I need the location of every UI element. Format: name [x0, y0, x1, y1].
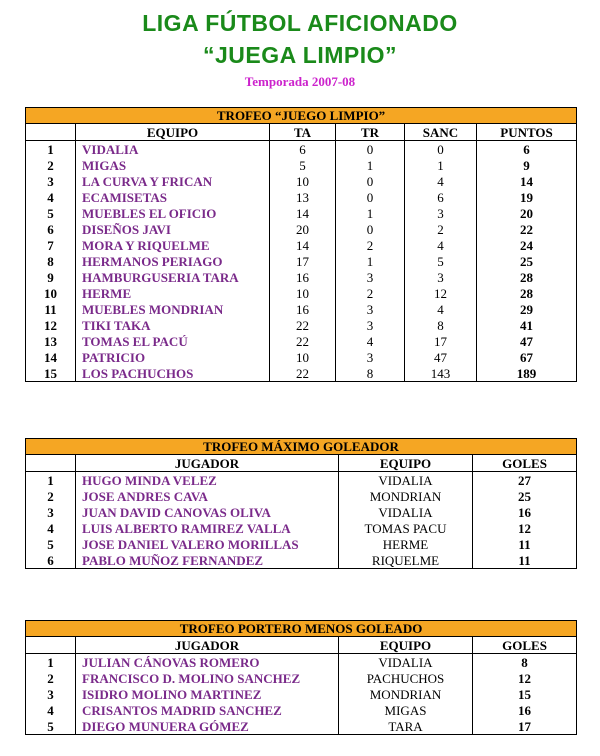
yellow-cards: 22 — [270, 365, 336, 382]
team-name: DISEÑOS JAVI — [76, 221, 270, 237]
yellow-cards: 6 — [270, 141, 336, 158]
team-name: PACHUCHOS — [339, 670, 473, 686]
table-row — [26, 269, 577, 285]
table-row — [26, 654, 577, 671]
team-name: MIGAS — [339, 702, 473, 718]
points: 9 — [477, 157, 577, 173]
red-cards: 1 — [336, 253, 405, 269]
row-position: 2 — [47, 157, 54, 173]
table-row — [26, 686, 577, 702]
table-row — [26, 253, 577, 269]
team-name: TIKI TAKA — [76, 317, 270, 333]
points: 6 — [477, 141, 577, 158]
team-name: MORA Y RIQUELME — [76, 237, 270, 253]
col-player: JUGADOR — [76, 637, 339, 654]
team-name: TARA — [339, 718, 473, 735]
goals: 16 — [473, 504, 577, 520]
team-name: MUEBLES EL OFICIO — [76, 205, 270, 221]
row-position: 3 — [47, 504, 54, 520]
player-name: DIEGO MUNUERA GÓMEZ — [76, 718, 339, 735]
goals: 12 — [473, 520, 577, 536]
sanctions: 4 — [405, 301, 477, 317]
row-position: 9 — [47, 269, 54, 285]
sanctions: 4 — [405, 173, 477, 189]
sanctions: 0 — [405, 141, 477, 158]
fair-play-table — [25, 107, 577, 382]
team-name: TOMAS PACU — [339, 520, 473, 536]
points: 29 — [477, 301, 577, 317]
table-row — [26, 301, 577, 317]
table-row — [26, 317, 577, 333]
player-name: CRISANTOS MADRID SANCHEZ — [76, 702, 339, 718]
row-position: 1 — [47, 654, 54, 670]
yellow-cards: 10 — [270, 173, 336, 189]
table-row — [26, 189, 577, 205]
table-row — [26, 552, 577, 569]
team-name: HERME — [339, 536, 473, 552]
page-title-line1: LIGA FÚTBOL AFICIONADO — [142, 10, 458, 36]
col-team: EQUIPO — [339, 455, 473, 472]
red-cards: 0 — [336, 221, 405, 237]
red-cards: 3 — [336, 349, 405, 365]
row-position: 2 — [47, 670, 54, 686]
col-player: JUGADOR — [76, 455, 339, 472]
red-cards: 3 — [336, 301, 405, 317]
sanctions: 143 — [405, 365, 477, 382]
team-name: MIGAS — [76, 157, 270, 173]
points: 14 — [477, 173, 577, 189]
sanctions: 8 — [405, 317, 477, 333]
points: 67 — [477, 349, 577, 365]
row-position: 5 — [47, 718, 54, 734]
row-position: 12 — [44, 317, 57, 333]
row-position: 5 — [47, 205, 54, 221]
sanctions: 2 — [405, 221, 477, 237]
goals: 11 — [473, 552, 577, 569]
row-position: 1 — [47, 472, 54, 488]
sanctions: 17 — [405, 333, 477, 349]
yellow-cards: 14 — [270, 237, 336, 253]
sanctions: 5 — [405, 253, 477, 269]
yellow-cards: 20 — [270, 221, 336, 237]
red-cards: 0 — [336, 173, 405, 189]
goals: 25 — [473, 488, 577, 504]
row-position: 4 — [47, 702, 54, 718]
table-row — [26, 520, 577, 536]
red-cards: 1 — [336, 205, 405, 221]
red-cards: 0 — [336, 141, 405, 158]
row-position: 13 — [44, 333, 57, 349]
points: 47 — [477, 333, 577, 349]
goals: 16 — [473, 702, 577, 718]
points: 24 — [477, 237, 577, 253]
row-position: 7 — [47, 237, 54, 253]
red-cards: 8 — [336, 365, 405, 382]
points: 28 — [477, 285, 577, 301]
points: 20 — [477, 205, 577, 221]
player-name: JUAN DAVID CANOVAS OLIVA — [76, 504, 339, 520]
team-name: LA CURVA Y FRICAN — [76, 173, 270, 189]
col-pos — [26, 637, 76, 654]
team-name: HAMBURGUSERIA TARA — [76, 269, 270, 285]
points: 19 — [477, 189, 577, 205]
table-row — [26, 670, 577, 686]
row-position: 3 — [47, 173, 54, 189]
red-cards: 3 — [336, 317, 405, 333]
team-name: RIQUELME — [339, 552, 473, 569]
sanctions: 3 — [405, 269, 477, 285]
top-scorer-table — [25, 438, 577, 569]
goalkeeper-title: TROFEO PORTERO MENOS GOLEADO — [26, 621, 577, 637]
page-title-line2: “JUEGA LIMPIO” — [203, 42, 397, 68]
table-row — [26, 365, 577, 382]
row-position: 1 — [47, 141, 54, 157]
goals: 17 — [473, 718, 577, 735]
row-position: 5 — [47, 536, 54, 552]
top-scorer-title: TROFEO MÁXIMO GOLEADOR — [26, 439, 577, 455]
yellow-cards: 5 — [270, 157, 336, 173]
table-row — [26, 221, 577, 237]
sanctions: 12 — [405, 285, 477, 301]
player-name: JULIAN CÁNOVAS ROMERO — [76, 654, 339, 671]
goals: 27 — [473, 472, 577, 489]
player-name: JOSE ANDRES CAVA — [76, 488, 339, 504]
yellow-cards: 22 — [270, 333, 336, 349]
team-name: VIDALIA — [339, 472, 473, 489]
col-pos — [26, 455, 76, 472]
goals: 15 — [473, 686, 577, 702]
table-row — [26, 488, 577, 504]
table-row — [26, 504, 577, 520]
row-position: 4 — [47, 520, 54, 536]
table-row — [26, 173, 577, 189]
row-position: 15 — [44, 365, 57, 381]
team-name: HERMANOS PERIAGO — [76, 253, 270, 269]
table-row — [26, 205, 577, 221]
table-row — [26, 472, 577, 489]
col-pos — [26, 124, 76, 141]
goals: 11 — [473, 536, 577, 552]
team-name: VIDALIA — [339, 654, 473, 671]
sanctions: 6 — [405, 189, 477, 205]
player-name: LUIS ALBERTO RAMIREZ VALLA — [76, 520, 339, 536]
points: 28 — [477, 269, 577, 285]
team-name: VIDALIA — [339, 504, 473, 520]
row-position: 11 — [44, 301, 57, 317]
yellow-cards: 17 — [270, 253, 336, 269]
team-name: LOS PACHUCHOS — [76, 365, 270, 382]
row-position: 10 — [44, 285, 57, 301]
row-position: 8 — [47, 253, 54, 269]
yellow-cards: 13 — [270, 189, 336, 205]
goals: 8 — [473, 654, 577, 671]
red-cards: 3 — [336, 269, 405, 285]
team-name: MONDRIAN — [339, 488, 473, 504]
yellow-cards: 14 — [270, 205, 336, 221]
col-sanc: SANC — [405, 124, 477, 141]
team-name: MUEBLES MONDRIAN — [76, 301, 270, 317]
table-row — [26, 141, 577, 158]
yellow-cards: 22 — [270, 317, 336, 333]
red-cards: 1 — [336, 157, 405, 173]
team-name: MONDRIAN — [339, 686, 473, 702]
points: 41 — [477, 317, 577, 333]
points: 22 — [477, 221, 577, 237]
col-points: PUNTOS — [477, 124, 577, 141]
points: 189 — [477, 365, 577, 382]
points: 25 — [477, 253, 577, 269]
player-name: HUGO MINDA VELEZ — [76, 472, 339, 489]
row-position: 6 — [47, 221, 54, 237]
team-name: TOMAS EL PACÚ — [76, 333, 270, 349]
table-row — [26, 702, 577, 718]
yellow-cards: 16 — [270, 269, 336, 285]
red-cards: 2 — [336, 237, 405, 253]
table-row — [26, 333, 577, 349]
goals: 12 — [473, 670, 577, 686]
col-team: EQUIPO — [339, 637, 473, 654]
table-row — [26, 285, 577, 301]
player-name: FRANCISCO D. MOLINO SANCHEZ — [76, 670, 339, 686]
sanctions: 4 — [405, 237, 477, 253]
team-name: ECAMISETAS — [76, 189, 270, 205]
sanctions: 3 — [405, 205, 477, 221]
row-position: 14 — [44, 349, 57, 365]
yellow-cards: 10 — [270, 349, 336, 365]
table-row — [26, 237, 577, 253]
table-row — [26, 157, 577, 173]
yellow-cards: 10 — [270, 285, 336, 301]
red-cards: 0 — [336, 189, 405, 205]
col-ta: TA — [270, 124, 336, 141]
season-label: Temporada 2007-08 — [244, 74, 356, 89]
col-tr: TR — [336, 124, 405, 141]
player-name: ISIDRO MOLINO MARTINEZ — [76, 686, 339, 702]
table-row — [26, 536, 577, 552]
row-position: 6 — [47, 552, 54, 568]
yellow-cards: 16 — [270, 301, 336, 317]
sanctions: 1 — [405, 157, 477, 173]
red-cards: 4 — [336, 333, 405, 349]
goalkeeper-table — [25, 620, 577, 735]
team-name: VIDALIA — [76, 141, 270, 158]
table-row — [26, 349, 577, 365]
fair-play-title: TROFEO “JUEGO LIMPIO” — [26, 108, 577, 124]
col-goals: GOLES — [473, 637, 577, 654]
red-cards: 2 — [336, 285, 405, 301]
player-name: JOSE DANIEL VALERO MORILLAS — [76, 536, 339, 552]
team-name: PATRICIO — [76, 349, 270, 365]
row-position: 4 — [47, 189, 54, 205]
col-team: EQUIPO — [76, 124, 270, 141]
team-name: HERME — [76, 285, 270, 301]
player-name: PABLO MUÑOZ FERNANDEZ — [76, 552, 339, 569]
col-goals: GOLES — [473, 455, 577, 472]
table-row — [26, 718, 577, 735]
sanctions: 47 — [405, 349, 477, 365]
row-position: 3 — [47, 686, 54, 702]
row-position: 2 — [47, 488, 54, 504]
